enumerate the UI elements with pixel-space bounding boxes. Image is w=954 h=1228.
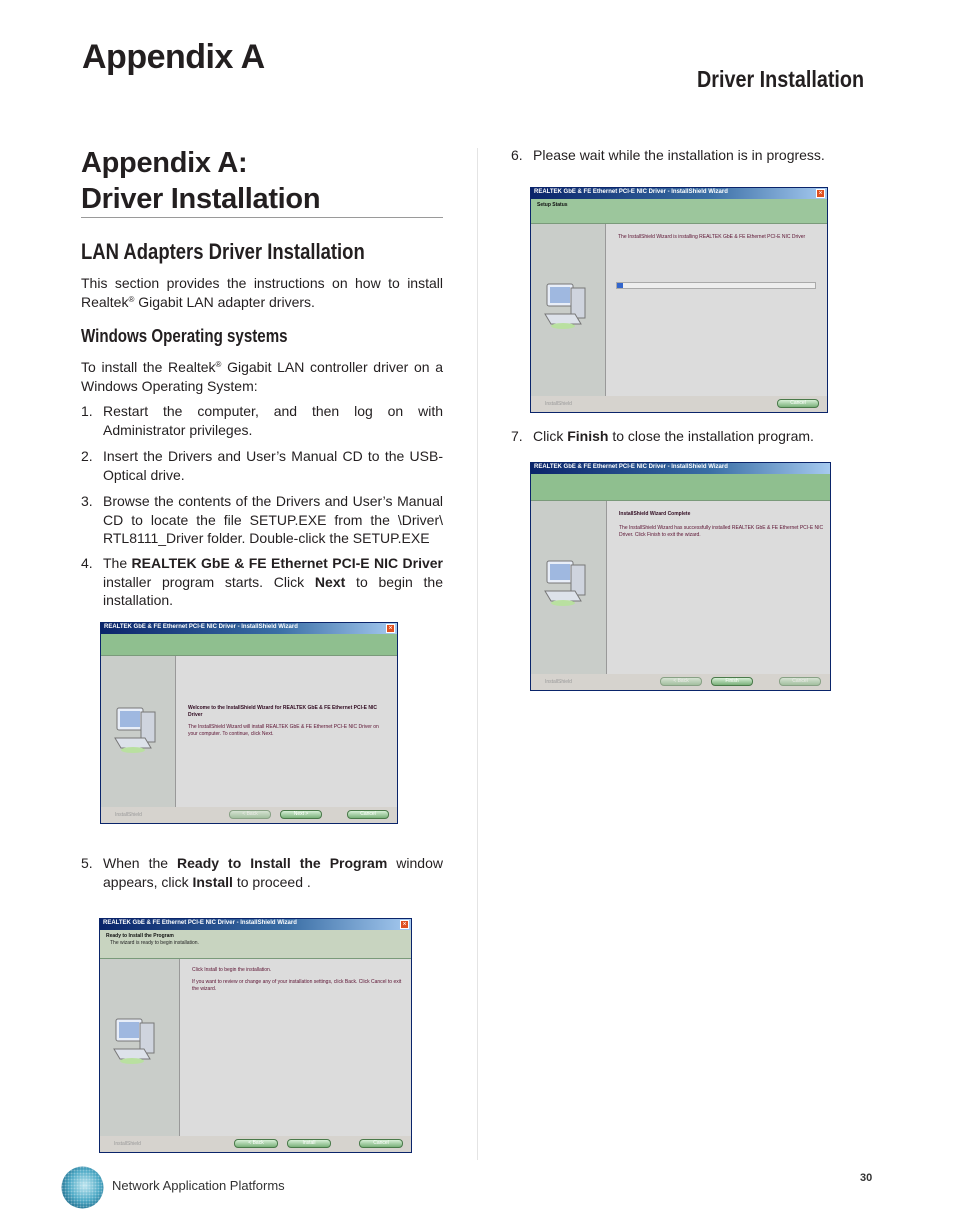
- install-progress-bar: [616, 282, 816, 289]
- back-button: < Back: [660, 677, 702, 686]
- wizard-main-panel: [176, 656, 397, 807]
- wizard-titlebar: REALTEK GbE & FE Ethernet PCI-E NIC Driver - InstallShield Wizard: [531, 188, 827, 199]
- step-number: 3.: [81, 493, 93, 509]
- step-text: Browse the contents of the Drivers and User’s Manual CD to locate the file SETUP.EXE from the \Driver\ RTL8111_Driver folder. Double-click the SETUP.EXE: [103, 493, 443, 546]
- windows-intro: [81, 358, 443, 395]
- windows-intro-text-end: Gigabit LAN controller driver on a Windows Operating System:: [81, 359, 443, 394]
- close-icon: ×: [386, 624, 395, 633]
- step-number: 6.: [511, 147, 523, 163]
- computer-icon: [110, 1015, 164, 1067]
- section-title: [81, 145, 320, 217]
- close-icon: ×: [400, 920, 409, 929]
- step-number: 2.: [81, 448, 93, 464]
- finish-button: Finish: [711, 677, 753, 686]
- cancel-button: Cancel: [779, 677, 821, 686]
- lan-intro: [81, 274, 443, 311]
- install-progress-fill: [617, 283, 623, 288]
- wizard-footer: InstallShield < Back Next > Cancel: [101, 807, 397, 823]
- column-divider: [477, 148, 478, 1160]
- cancel-button: Cancel: [777, 399, 819, 408]
- wizard-band-subtitle: The wizard is ready to begin installation.: [110, 940, 199, 946]
- cancel-button: Cancel: [347, 810, 389, 819]
- wizard-main-panel: [607, 501, 830, 674]
- wizard-titlebar: REALTEK GbE & FE Ethernet PCI-E NIC Driver - InstallShield Wizard: [531, 463, 830, 474]
- wizard-main-panel: [606, 224, 827, 396]
- registered-mark: ®: [128, 294, 135, 304]
- install-button: Install: [287, 1139, 331, 1148]
- page-header-subtitle: Driver Installation: [697, 66, 865, 92]
- wizard-footer: InstallShield Cancel: [531, 396, 827, 412]
- step-number: 1.: [81, 403, 93, 419]
- lan-intro-text: This section provides the instructions on how to install Realtek: [81, 275, 443, 310]
- ready-wizard-screenshot: [99, 918, 412, 1153]
- page-header-title: Appendix A: [82, 38, 265, 76]
- wizard-footer: InstallShield < Back Finish Cancel: [531, 674, 830, 690]
- company-logo: [61, 1166, 104, 1209]
- computer-icon: [541, 557, 595, 609]
- step-text: Restart the computer, and then log on with Administrator privileges.: [103, 403, 443, 438]
- step-text: Please wait while the installation is in progress.: [533, 147, 825, 163]
- step-number: 5.: [81, 855, 93, 871]
- step-text: When the Ready to Install the Program window appears, click Install to proceed .: [103, 855, 443, 890]
- step-number: 4.: [81, 555, 93, 571]
- close-icon: ×: [816, 189, 825, 198]
- wizard-titlebar: REALTEK GbE & FE Ethernet PCI-E NIC Driver - InstallShield Wizard: [100, 919, 411, 930]
- lan-heading: LAN Adapters Driver Installation: [81, 239, 365, 264]
- back-button: < Back: [234, 1139, 278, 1148]
- wizard-banner: [100, 930, 411, 959]
- wizard-banner: [531, 199, 827, 224]
- wizard-body: The InstallShield Wizard has successfully installed REALTEK GbE & FE Ethernet PCI-E NIC Driver. Click Finish to exit the wizard.: [619, 525, 824, 538]
- windows-intro-text: To install the Realtek: [81, 359, 216, 375]
- list-item: [81, 492, 443, 548]
- wizard-body: The InstallShield Wizard is installing REALTEK GbE & FE Ethernet PCI-E NIC Driver: [618, 234, 806, 240]
- lan-intro-text-end: Gigabit LAN adapter drivers.: [134, 293, 315, 310]
- windows-heading: Windows Operating systems: [81, 326, 288, 346]
- section-title-line1: Appendix A:: [81, 147, 248, 179]
- wizard-side-panel: [531, 501, 607, 674]
- wizard-footer: InstallShield < Back Install Cancel: [100, 1136, 411, 1152]
- wizard-body: Click Install to begin the installation.: [192, 967, 272, 973]
- wizard-side-panel: [101, 656, 176, 807]
- computer-icon: [111, 704, 165, 756]
- wizard-side-panel: [100, 959, 180, 1136]
- footer-text: Network Application Platforms: [112, 1178, 285, 1193]
- back-button: < Back: [229, 810, 271, 819]
- wizard-banner: [101, 634, 397, 656]
- list-item: [81, 854, 443, 892]
- wizard-side-panel: [531, 224, 606, 396]
- section-title-line2: Driver Installation: [81, 183, 321, 215]
- status-wizard-screenshot: [530, 187, 828, 413]
- wizard-body: If you want to review or change any of your installation settings, click Back. Click Cancel to exit the wizard.: [192, 979, 402, 992]
- step-text: Insert the Drivers and User’s Manual CD to the USB-Optical drive.: [103, 448, 443, 483]
- wizard-banner: [531, 474, 830, 501]
- list-item: [81, 447, 443, 485]
- step-number: 7.: [511, 428, 523, 444]
- complete-wizard-screenshot: [530, 462, 831, 691]
- section-rule: [81, 217, 443, 218]
- list-item: [511, 146, 873, 166]
- wizard-body: The InstallShield Wizard will install REALTEK GbE & FE Ethernet PCI-E NIC Driver on your computer. To continue, click Next.: [188, 724, 379, 737]
- registered-mark: ®: [215, 360, 222, 369]
- wizard-heading: InstallShield Wizard Complete: [619, 511, 691, 517]
- list-item: [81, 554, 443, 610]
- welcome-wizard-screenshot: [100, 622, 398, 824]
- list-item: [511, 427, 873, 447]
- step-text: Click Finish to close the installation program.: [533, 428, 814, 444]
- wizard-titlebar: REALTEK GbE & FE Ethernet PCI-E NIC Driver - InstallShield Wizard: [101, 623, 397, 634]
- wizard-band-title: Ready to Install the Program: [106, 933, 174, 939]
- wizard-main-panel: [180, 959, 411, 1136]
- next-button: Next >: [280, 810, 322, 819]
- wizard-heading: Welcome to the InstallShield Wizard for REALTEK GbE & FE Ethernet PCI-E NIC Driver: [188, 705, 377, 718]
- page-number: 30: [860, 1172, 873, 1184]
- wizard-band-title: Setup Status: [537, 202, 568, 208]
- step-text: The REALTEK GbE & FE Ethernet PCI-E NIC Driver installer program starts. Click Next to begin the installation.: [103, 555, 444, 608]
- computer-icon: [541, 280, 595, 332]
- list-item: [81, 402, 443, 440]
- cancel-button: Cancel: [359, 1139, 403, 1148]
